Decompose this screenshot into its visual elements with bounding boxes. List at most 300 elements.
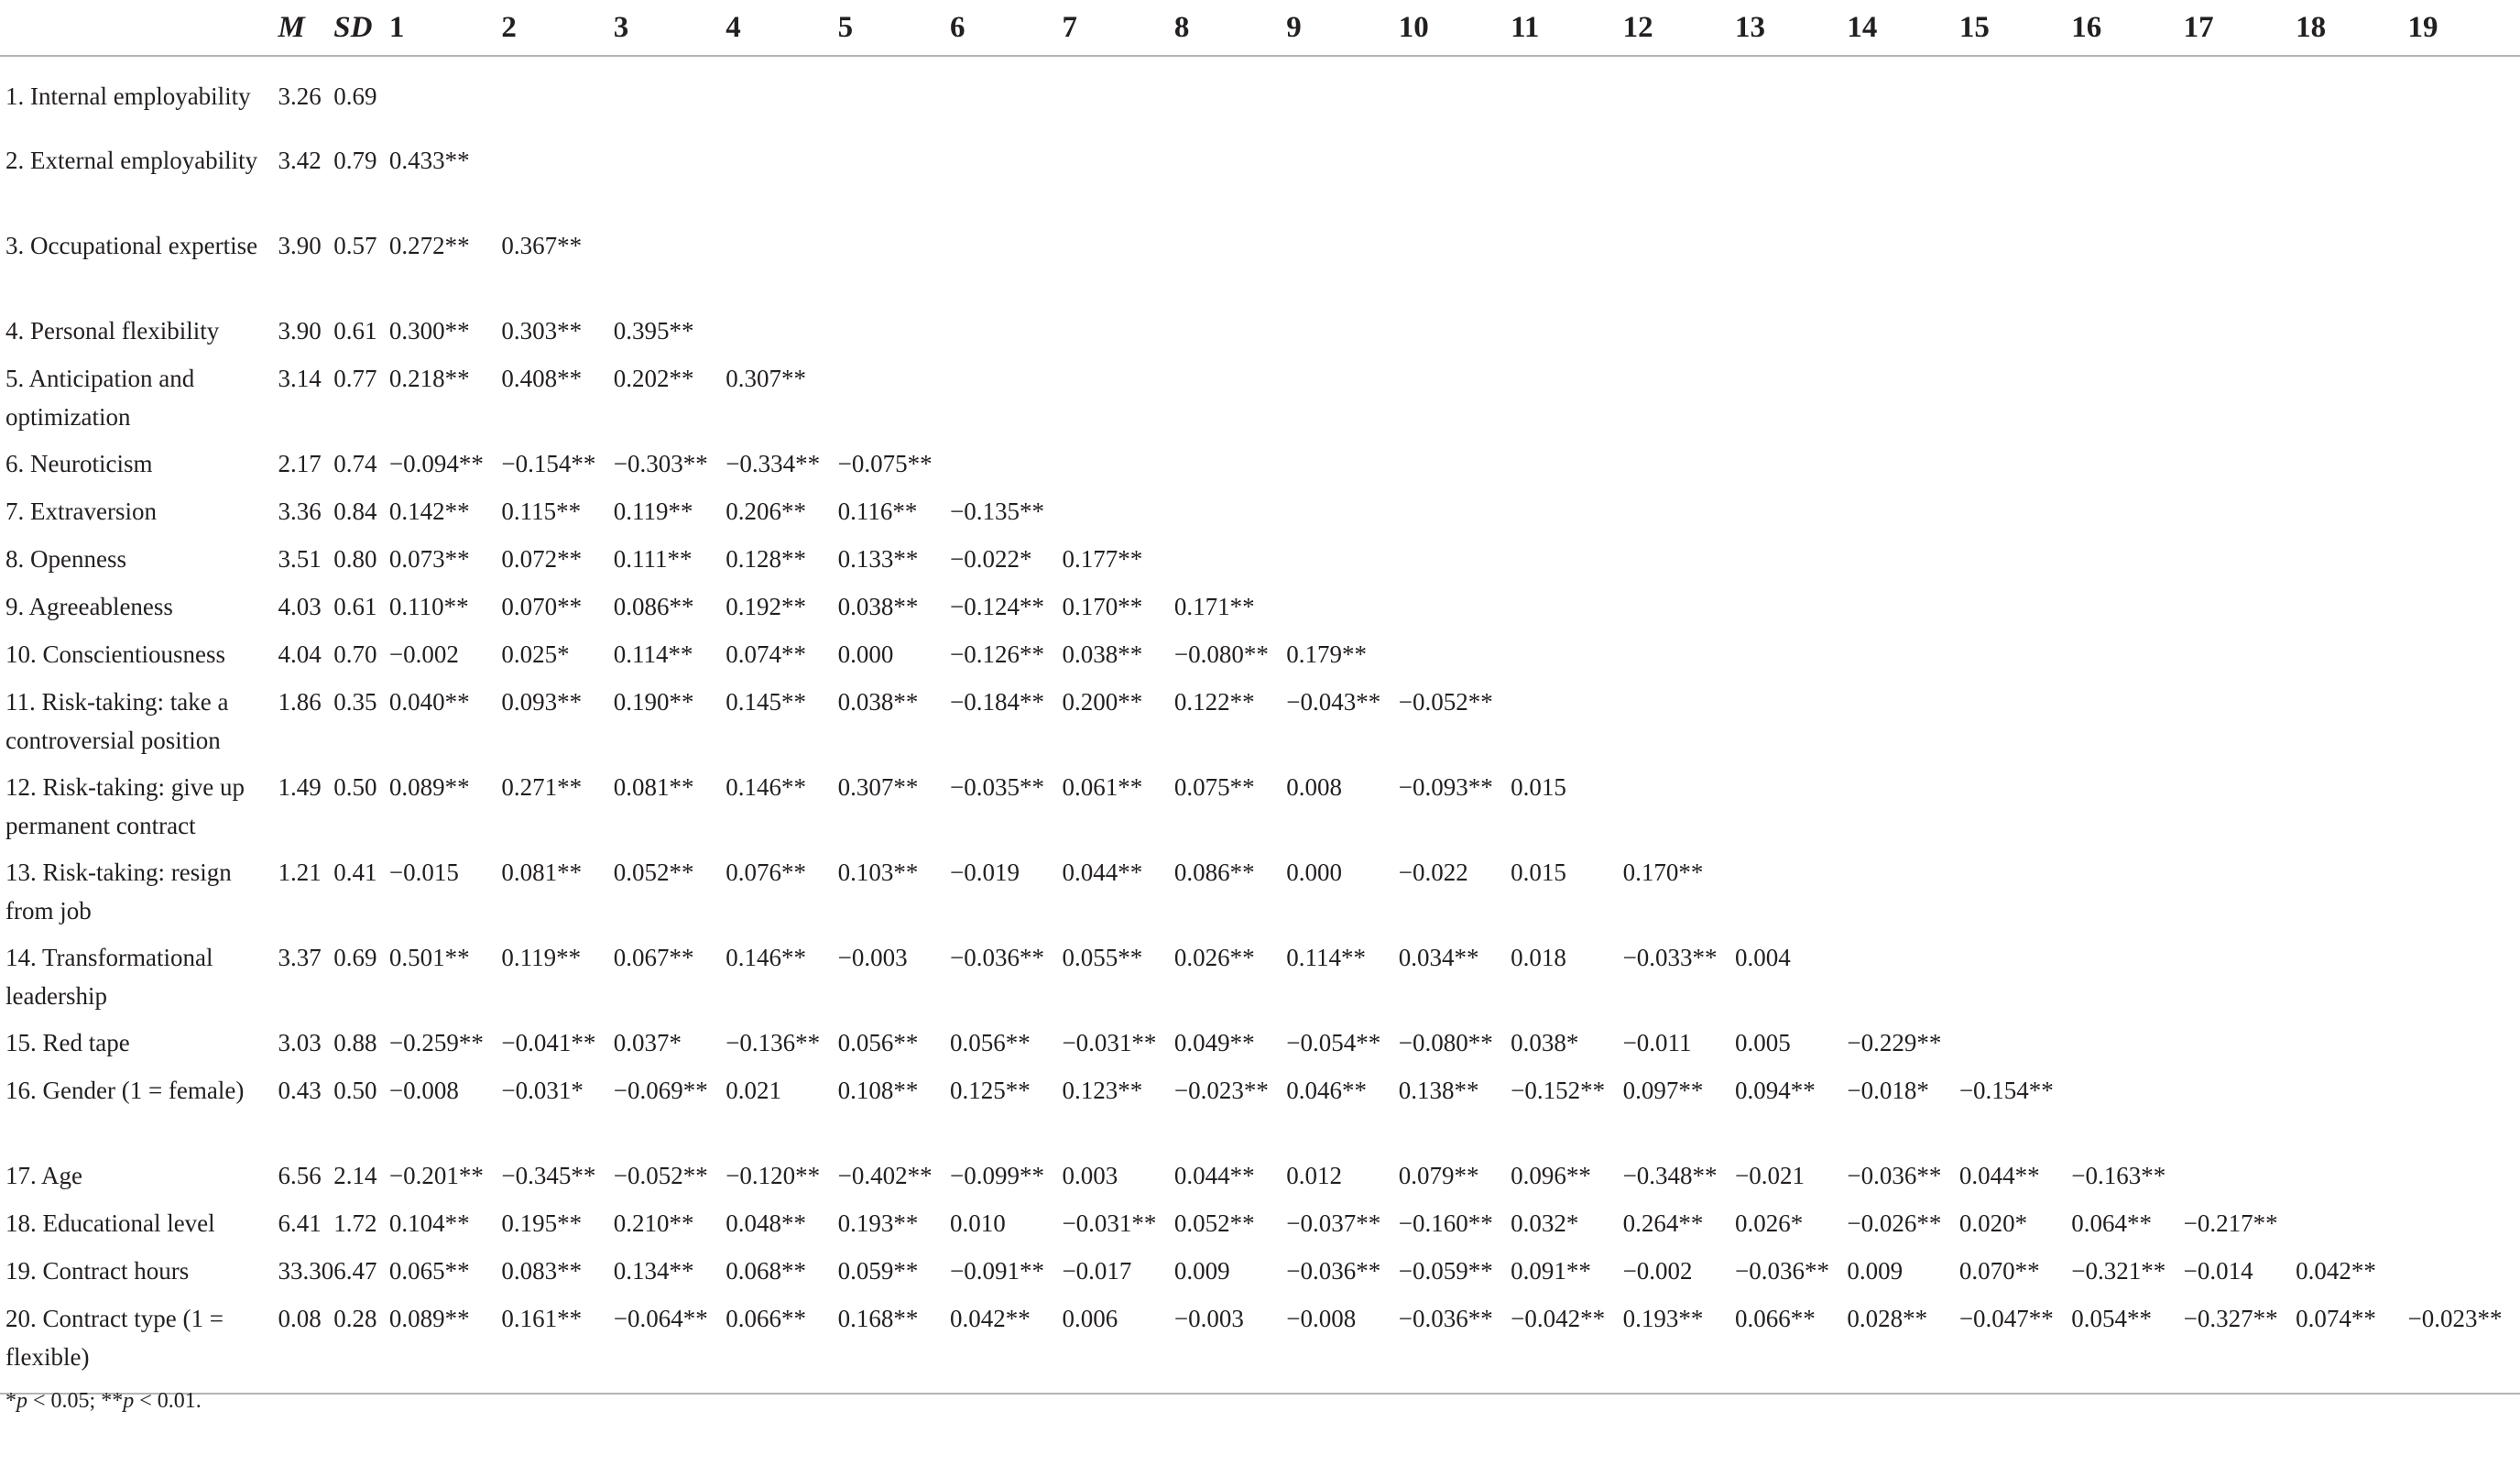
correlation-cell: 0.028** [1847,1305,1928,1332]
empty-cell [1959,540,2071,587]
empty-cell [1399,312,1511,359]
empty-cell [725,312,837,359]
correlation-cell: −0.043** [1286,688,1381,716]
header-variable [0,0,278,56]
correlation-cell: 0.170** [1622,859,1704,886]
empty-cell [2296,359,2407,444]
footnote-text-1: < 0.05; [27,1389,102,1413]
correlation-cell: 0.202** [613,365,694,392]
empty-cell [1286,359,1398,444]
correlation-cell: −0.154** [1958,1077,2054,1104]
correlation-cell: 0.119** [501,944,582,971]
correlation-cell: −0.031** [1062,1209,1157,1237]
correlation-cell: −0.022 [1398,859,1468,886]
header-col-16: 16 [2071,0,2183,56]
empty-cell [2408,540,2520,587]
correlation-cell: 0.015 [1511,773,1566,801]
empty-cell [1735,226,1847,312]
mean-value: 4.04 [278,640,322,668]
correlation-cell: 0.025* [501,640,570,668]
empty-cell [950,141,1062,226]
correlation-cell: 0.008 [1286,773,1343,801]
mean-value: 6.56 [278,1162,322,1189]
empty-cell [1511,226,1622,312]
empty-cell [1511,492,1622,540]
empty-cell [1959,312,2071,359]
empty-cell [1511,312,1622,359]
empty-cell [2071,1023,2183,1071]
empty-cell [1959,492,2071,540]
empty-cell [1286,141,1398,226]
correlation-cell: 0.114** [613,640,693,668]
correlation-cell: 0.083** [501,1257,583,1285]
correlation-cell: −0.036** [1398,1305,1493,1332]
empty-cell [1959,226,2071,312]
variable-label: 1. Internal employability [5,82,251,110]
correlation-cell: 0.026* [1734,1209,1804,1237]
correlation-cell: 0.200** [1062,688,1143,716]
correlation-cell: −0.035** [950,773,1045,801]
correlation-cell: 0.052** [1173,1209,1255,1237]
empty-cell [1174,226,1286,312]
correlation-cell: 0.038** [837,593,919,620]
empty-cell [2071,226,2183,312]
empty-cell [2296,492,2407,540]
variable-label: 20. Contract type (1 = flexible) [5,1305,224,1371]
empty-cell [614,226,725,312]
variable-label: 10. Conscientiousness [5,640,225,668]
correlation-cell: 0.193** [837,1209,919,1237]
correlation-cell: −0.008 [1286,1305,1357,1332]
empty-cell [2296,444,2407,492]
sd-value: 0.69 [333,82,377,110]
correlation-cell: −0.036** [1847,1162,1942,1189]
correlation-cell: 0.125** [950,1077,1031,1104]
empty-cell [1286,587,1398,635]
table-body [0,56,2520,1394]
header-sd: SD [333,0,389,56]
empty-cell [1959,1023,2071,1071]
mean-value: 3.51 [278,545,322,573]
sd-value: 0.79 [333,147,377,174]
sd-value: 6.47 [333,1257,377,1285]
correlation-cell: 0.021 [725,1077,781,1104]
empty-cell [2071,444,2183,492]
empty-cell [725,226,837,312]
correlation-cell: −0.163** [2071,1162,2166,1189]
empty-cell [2408,444,2520,492]
mean-value: 1.86 [278,688,322,716]
header-col-13: 13 [1735,0,1847,56]
correlation-cell: 0.005 [1734,1029,1791,1056]
empty-cell [950,226,1062,312]
correlation-cell: 0.081** [613,773,694,801]
mean-value: 3.26 [278,82,322,110]
empty-cell [2408,635,2520,683]
sd-value: 0.69 [333,944,377,971]
correlation-cell: 0.065** [388,1257,470,1285]
empty-cell [1511,444,1622,492]
mean-value: 0.43 [278,1077,322,1104]
empty-cell [2296,1071,2407,1156]
empty-cell [1959,141,2071,226]
empty-cell [1623,141,1735,226]
correlation-cell: 0.168** [837,1305,919,1332]
correlation-cell: −0.348** [1622,1162,1718,1189]
correlation-cell: 0.081** [501,859,583,886]
empty-cell [1847,226,1958,312]
empty-cell [2071,635,2183,683]
empty-cell [1511,141,1622,226]
correlation-cell: −0.136** [725,1029,821,1056]
correlation-cell: 0.091** [1511,1257,1591,1285]
correlation-cell: −0.327** [2183,1305,2278,1332]
empty-cell [2184,1023,2296,1071]
sd-value: 0.61 [333,317,377,345]
correlation-cell: 0.395** [613,317,694,345]
empty-cell [1286,444,1398,492]
empty-cell [2408,768,2520,853]
empty-cell [1623,444,1735,492]
header-col-10: 10 [1399,0,1511,56]
empty-cell [1399,56,1511,141]
correlation-cell: 0.206** [725,498,806,525]
sd-value: 1.72 [333,1209,377,1237]
empty-cell [2184,938,2296,1023]
mean-value: 1.21 [278,859,322,886]
variable-label: 11. Risk-taking: take a controversial position [5,688,229,754]
empty-cell [1959,938,2071,1023]
mean-value: 3.42 [278,147,322,174]
empty-cell [2071,587,2183,635]
correlation-cell: −0.069** [613,1077,708,1104]
mean-value: 0.08 [278,1305,322,1332]
correlation-cell: 0.177** [1062,545,1143,573]
correlation-cell: 0.038** [837,688,919,716]
correlation-cell: 0.070** [1958,1257,2040,1285]
correlation-cell: 0.076** [725,859,806,886]
empty-cell [1623,768,1735,853]
empty-cell [1062,226,1173,312]
table-row [0,635,2520,683]
empty-cell [2184,587,2296,635]
variable-label: 14. Transformational leadership [5,944,213,1010]
mean-value: 1.49 [278,773,322,801]
correlation-cell: 0.128** [725,545,806,573]
correlation-cell: −0.345** [501,1162,596,1189]
correlation-cell: 0.146** [725,773,806,801]
empty-cell [2296,768,2407,853]
correlation-cell: −0.019 [950,859,1020,886]
empty-cell [1399,540,1511,587]
correlation-cell: 0.026** [1173,944,1255,971]
correlation-cell: 0.433** [388,147,470,174]
empty-cell [950,444,1062,492]
table-footnote [5,1389,202,1414]
empty-cell [1399,444,1511,492]
empty-cell [838,226,950,312]
correlation-cell: 0.170** [1062,593,1143,620]
variable-label: 13. Risk-taking: resign from job [5,859,232,924]
correlation-cell: 0.272** [388,232,470,259]
empty-cell [1399,359,1511,444]
table-row [0,56,2520,141]
empty-cell [2184,56,2296,141]
correlation-cell: −0.033** [1622,944,1718,971]
correlation-cell: 0.000 [837,640,894,668]
empty-cell [725,141,837,226]
mean-value: 3.90 [278,232,322,259]
table-row [0,1023,2520,1071]
empty-cell [1511,56,1622,141]
table-row [0,492,2520,540]
empty-cell [1623,492,1735,540]
variable-label: 16. Gender (1 = female) [5,1077,245,1104]
correlation-cell: −0.135** [950,498,1045,525]
empty-cell [2184,1071,2296,1156]
empty-cell [1174,141,1286,226]
empty-cell [1735,444,1847,492]
correlation-cell: 0.068** [725,1257,806,1285]
empty-cell [2184,1156,2296,1204]
empty-cell [2408,683,2520,768]
footnote-text-2: < 0.01. [134,1389,202,1413]
empty-cell [1511,635,1622,683]
correlation-cell: 0.303** [501,317,583,345]
header-col-1: 1 [389,0,501,56]
empty-cell [1623,56,1735,141]
empty-cell [838,141,950,226]
correlation-cell: 0.004 [1734,944,1791,971]
empty-cell [725,56,837,141]
correlation-cell: 0.193** [1622,1305,1704,1332]
correlation-cell: 0.089** [388,1305,470,1332]
correlation-cell: −0.041** [501,1029,596,1056]
header-col-4: 4 [725,0,837,56]
sd-value: 0.70 [333,640,377,668]
mean-value: 33.30 [278,1257,334,1285]
empty-cell [1959,359,2071,444]
correlation-cell: 0.055** [1062,944,1143,971]
table-row [0,359,2520,444]
empty-cell [1735,56,1847,141]
table-row [0,540,2520,587]
correlation-cell: 0.119** [613,498,693,525]
correlation-cell: −0.031** [1062,1029,1157,1056]
header-col-14: 14 [1847,0,1958,56]
empty-cell [1286,540,1398,587]
correlation-cell: −0.017 [1062,1257,1132,1285]
correlation-cell: 0.049** [1173,1029,1255,1056]
table-row [0,853,2520,938]
empty-cell [2184,141,2296,226]
header-col-15: 15 [1959,0,2071,56]
header-col-2: 2 [501,0,613,56]
empty-cell [838,312,950,359]
header-col-19: 19 [2408,0,2520,56]
correlation-cell: 0.115** [501,498,582,525]
sd-value: 0.88 [333,1029,377,1056]
empty-cell [1959,683,2071,768]
empty-cell [2408,1071,2520,1156]
mean-value: 4.03 [278,593,322,620]
correlation-cell: −0.021 [1734,1162,1805,1189]
empty-cell [2184,492,2296,540]
correlation-cell: 0.138** [1398,1077,1479,1104]
mean-value: 3.14 [278,365,322,392]
empty-cell [1847,540,1958,587]
correlation-cell: 0.044** [1173,1162,1255,1189]
empty-cell [1735,853,1847,938]
empty-cell [614,141,725,226]
correlation-cell: 0.020* [1958,1209,2028,1237]
correlation-cell: 0.066** [725,1305,806,1332]
header-col-5: 5 [838,0,950,56]
correlation-cell: −0.031* [501,1077,584,1104]
empty-cell [1847,768,1958,853]
correlation-cell: −0.093** [1398,773,1493,801]
correlation-cell: 0.271** [501,773,583,801]
footnote-p-2: p [123,1389,135,1413]
correlation-cell: 0.300** [388,317,470,345]
correlation-cell: −0.002 [1622,1257,1693,1285]
correlation-cell: 0.195** [501,1209,583,1237]
correlation-cell: −0.094** [388,450,484,477]
correlation-cell: −0.334** [725,450,821,477]
correlation-cell: 0.044** [1062,859,1143,886]
empty-cell [2184,635,2296,683]
empty-cell [2408,359,2520,444]
correlation-cell: −0.201** [388,1162,484,1189]
empty-cell [2408,938,2520,1023]
empty-cell [838,56,950,141]
sd-value: 0.80 [333,545,377,573]
empty-cell [2296,587,2407,635]
correlation-cell: −0.126** [950,640,1045,668]
empty-cell [2296,683,2407,768]
empty-cell [1399,141,1511,226]
empty-cell [2408,853,2520,938]
empty-cell [1735,635,1847,683]
mean-value: 3.36 [278,498,322,525]
correlation-cell: −0.014 [2183,1257,2253,1285]
correlation-cell: −0.075** [837,450,933,477]
correlation-cell: −0.054** [1286,1029,1381,1056]
correlation-cell: 0.086** [1173,859,1255,886]
header-col-17: 17 [2184,0,2296,56]
empty-cell [2184,312,2296,359]
correlation-cell: 0.006 [1062,1305,1118,1332]
correlation-cell: 0.042** [950,1305,1031,1332]
correlation-cell: 0.161** [501,1305,583,1332]
empty-cell [389,56,501,141]
empty-cell [2184,444,2296,492]
correlation-cell: 0.103** [837,859,919,886]
empty-cell [2408,492,2520,540]
empty-cell [2071,312,2183,359]
correlation-cell: 0.307** [837,773,919,801]
empty-cell [2184,683,2296,768]
footnote-star-1: * [5,1389,16,1413]
empty-cell [1847,492,1958,540]
empty-cell [501,141,613,226]
correlation-cell: −0.217** [2183,1209,2278,1237]
correlation-cell: 0.133** [837,545,919,573]
correlation-cell: 0.110** [388,593,469,620]
empty-cell [2296,56,2407,141]
empty-cell [1174,56,1286,141]
correlation-cell: 0.046** [1286,1077,1368,1104]
correlation-cell: 0.108** [837,1077,919,1104]
empty-cell [2408,1023,2520,1071]
correlation-cell: −0.080** [1173,640,1269,668]
empty-cell [2071,56,2183,141]
empty-cell [2296,312,2407,359]
table-header [0,0,2520,56]
empty-cell [1735,312,1847,359]
correlation-cell: −0.036** [1286,1257,1381,1285]
correlation-cell: 0.032* [1511,1209,1579,1237]
empty-cell [2408,226,2520,312]
correlation-cell: 0.408** [501,365,583,392]
correlation-cell: −0.023** [1173,1077,1269,1104]
sd-value: 0.35 [333,688,377,716]
empty-cell [2296,1023,2407,1071]
empty-cell [2296,226,2407,312]
correlation-cell: 0.116** [837,498,918,525]
empty-cell [1735,492,1847,540]
empty-cell [950,359,1062,444]
variable-label: 7. Extraversion [5,498,157,525]
empty-cell [1174,492,1286,540]
correlation-cell: −0.259** [388,1029,484,1056]
empty-cell [1735,587,1847,635]
empty-cell [2071,768,2183,853]
correlation-cell: −0.026** [1847,1209,1942,1237]
empty-cell [2184,768,2296,853]
correlation-cell: −0.003 [1173,1305,1244,1332]
empty-cell [1174,312,1286,359]
empty-cell [2296,141,2407,226]
correlation-cell: −0.047** [1958,1305,2054,1332]
correlation-cell: 0.038* [1511,1029,1579,1056]
empty-cell [2296,1204,2407,1252]
correlation-cell: 0.054** [2071,1305,2152,1332]
empty-cell [1735,768,1847,853]
correlation-cell: 0.003 [1062,1162,1118,1189]
correlation-cell: 0.192** [725,593,806,620]
empty-cell [1286,56,1398,141]
empty-cell [1174,444,1286,492]
sd-value: 0.77 [333,365,377,392]
empty-cell [1062,492,1173,540]
table-row [0,768,2520,853]
empty-cell [1847,683,1958,768]
empty-cell [2071,492,2183,540]
empty-cell [1062,359,1173,444]
correlation-cell: −0.321** [2071,1257,2166,1285]
variable-label: 15. Red tape [5,1029,130,1056]
empty-cell [1511,683,1622,768]
empty-cell [1174,540,1286,587]
variable-label: 18. Educational level [5,1209,215,1237]
header-col-12: 12 [1623,0,1735,56]
correlation-cell: −0.018* [1847,1077,1929,1104]
correlation-cell: −0.036** [950,944,1045,971]
empty-cell [1847,56,1958,141]
correlation-cell: −0.124** [950,593,1045,620]
correlation-cell: −0.154** [501,450,596,477]
